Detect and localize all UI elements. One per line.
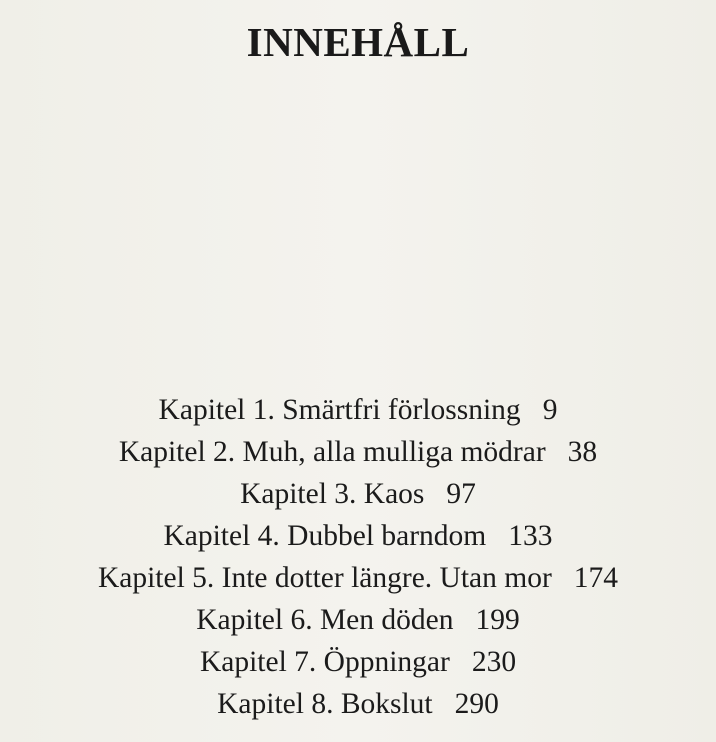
toc-entry bbox=[0, 431, 716, 473]
toc-entry bbox=[0, 515, 716, 557]
page-number: 9 bbox=[542, 394, 558, 426]
page-number: 38 bbox=[567, 436, 598, 468]
page-number: 174 bbox=[573, 562, 619, 594]
toc-entry bbox=[0, 473, 716, 515]
page-number: 97 bbox=[446, 478, 476, 510]
table-of-contents bbox=[0, 389, 716, 725]
toc-entry bbox=[0, 683, 716, 725]
chapter-title: Kapitel 5. Inte dotter längre. Utan mor bbox=[97, 562, 552, 594]
chapter-title: Kapitel 2. Muh, alla mulliga mödrar bbox=[118, 436, 546, 468]
chapter-title: Kapitel 3. Kaos bbox=[240, 478, 425, 510]
page-number: 290 bbox=[454, 688, 499, 720]
chapter-title: Kapitel 4. Dubbel barndom bbox=[163, 520, 487, 552]
page-number: 199 bbox=[475, 604, 520, 636]
chapter-title: Kapitel 6. Men döden bbox=[196, 604, 454, 636]
chapter-title: Kapitel 1. Smärtfri förlossning bbox=[158, 394, 521, 426]
chapter-title: Kapitel 8. Bokslut bbox=[217, 688, 433, 720]
toc-entry bbox=[0, 557, 716, 599]
toc-entry bbox=[0, 599, 716, 641]
toc-entry bbox=[0, 389, 716, 431]
page-number: 133 bbox=[508, 520, 553, 552]
page-number: 230 bbox=[471, 646, 517, 678]
toc-entry bbox=[0, 641, 716, 683]
chapter-title: Kapitel 7. Öppningar bbox=[199, 646, 450, 678]
page-title: INNEHÅLL bbox=[246, 19, 470, 65]
